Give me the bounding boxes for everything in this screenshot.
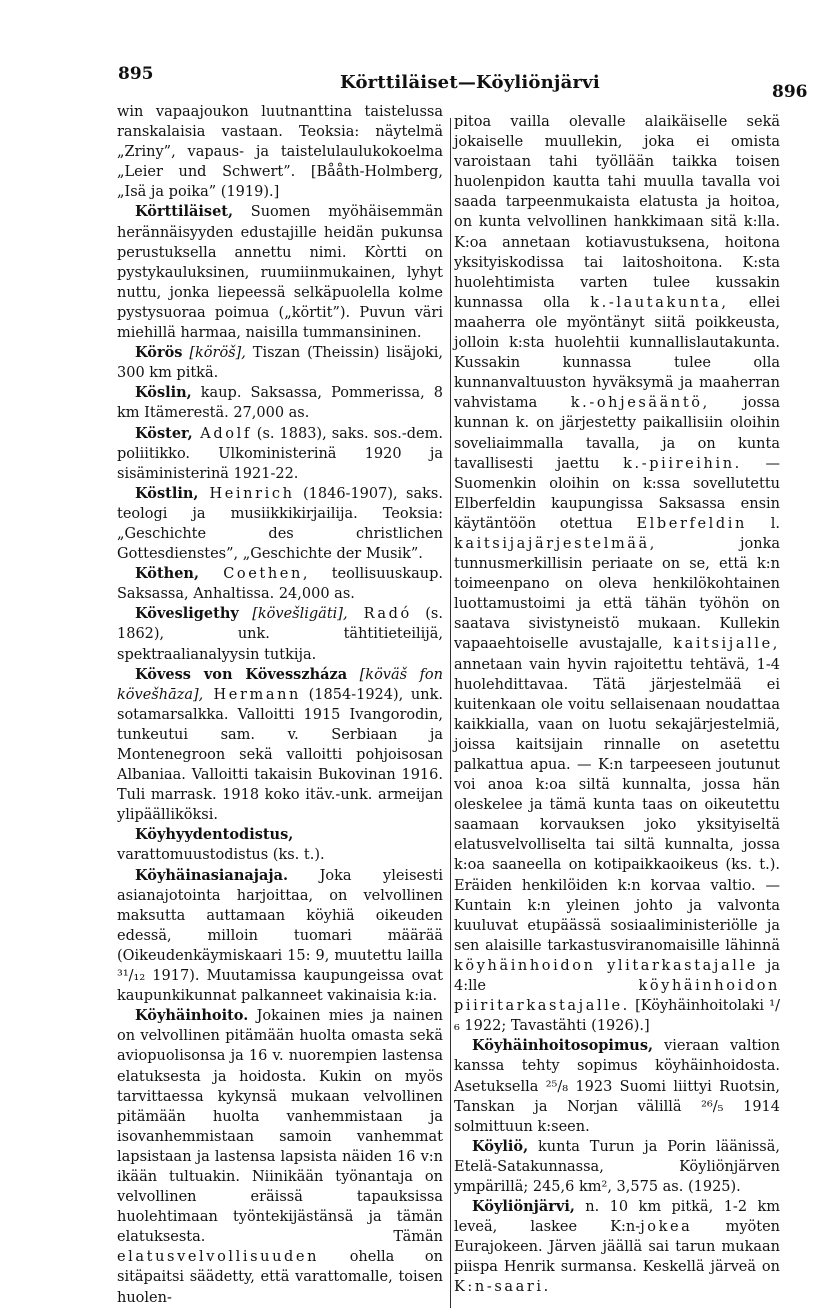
page-number-left: 895: [118, 64, 154, 84]
entry-kostlin: Köstlin, Heinrich (1846-1907), saks. teologi ja musiikkikirjailija. Teoksia: „Geschichte des christlichen Gottesdienstes”, „Geschichte der Musik”.: [117, 484, 443, 563]
page-header: [0, 60, 840, 100]
entry-koylionjarvi: Köyliönjärvi, n. 10 km pitkä, 1-2 km leveä, laskee K:n-jokea myöten Eurajokeen. Järven jäällä sai tarun mukaan piispa Henrik surmansa. Keskellä järveä on K:n-saari.: [454, 1198, 781, 1296]
right-column: [454, 112, 780, 1298]
entry-koyhainhoito: Köyhäinhoito. Jokainen mies ja nainen on velvollinen pitämään huolta omasta sekä aviopuolisonsa ja 16 v. nuorempien lastensa elatuksesta ja hoidosta. Kukin on myös tarvittaessa kykynsä mukaan velvollinen pitämään huolta vanhemmistaan ja isovanhemmistaan samoin vanhemmat lapsistaan ja lastensa lapsista näiden 16 v:n ikään tultuakin. Niinikään työnantaja on velvollinen eräissä tapauksissa huolehtimaan työntekijästänsä ja tämän elatuksesta. Tämän elatusvelvollisuuden ohella on sitäpaitsi säädetty, että varattomalle, toisen huolen-: [117, 1007, 443, 1306]
entry-koylio: Köyliö, kunta Turun ja Porin läänissä, Etelä-Satakunnassa, Köyliönjärven ympärillä; 245,6 km², 3,575 as. (1925).: [454, 1137, 780, 1195]
entry-kovess: Kövess von Kövesszháza [köväš fon kövešhāza], Hermann (1854-1924), unk. sotamarsalkka. Valloitti 1915 Ivangorodin, tunkeutui sam. v. Serbiaan ja Montenegroon sekä valloitti pohjoisosan Albaniaa. Valloitti takaisin Bukovinan 1916. Tuli marrask. 1918 koko itäv.-unk. armeijan ylipäälliköksi.: [117, 665, 444, 824]
page-number-right: 896: [772, 82, 808, 102]
entry-koyhyydentodistus: Köyhyydentodistus, varattomuustodistus (ks. t.).: [117, 826, 325, 864]
entry-kothen: Köthen, Coethen, teollisuuskaup. Saksassa, Anhaltissa. 24,000 as.: [117, 565, 443, 603]
entry-koyhainhoitosopimus: Köyhäinhoitosopimus, vieraan valtion kanssa tehty sopimus köyhäinhoidosta. Asetuksella ²⁵/₈ 1923 Suomi liittyi Ruotsin, Tanskan ja Norjan välillä ²⁶/₅ 1914 solmittuun k:seen.: [454, 1037, 780, 1135]
entry-kovesligethy: Kövesligethy [kövešligäti], Radó (s. 1862), unk. tähtitieteilijä, spektraalianalyysin tutkija.: [117, 605, 443, 663]
entry-koslin: Köslin, kaup. Saksassa, Pommerissa, 8 km Itämerestä. 27,000 as.: [117, 384, 443, 422]
left-column: [117, 102, 443, 1308]
running-title: Körttiläiset—Köyliönjärvi: [340, 72, 600, 93]
entry-koyhainasianajaja: Köyhäinasianajaja. Joka yleisesti asianajotointa harjoittaa, on velvollinen maksutta auttamaan köyhiä oikeuden edessä, milloin tuomari määrää (Oikeudenkäymiskaari 15: 9, muutettu lailla ³¹/₁₂ 1917). Muutamissa kaupungeissa ovat kaupunkikunnat palkanneet vakinaisia k:ia.: [117, 866, 443, 1005]
column-divider: [450, 118, 451, 1308]
entry-korttilaiset: Körttiläiset, Suomen myöhäisemmän herännäisyyden edustajille heidän pukunsa perustuksella annettu nimi. Kòrtti on pystykauluksinen, ruumiinmukainen, lyhyt nuttu, jonka liepeessä selkäpuolella kolme pystysuoraa poimua („körtit”). Puvun väri miehillä harmaa, naisilla tummansininen.: [117, 203, 443, 342]
continued-paragraph: win vapaajoukon luutnanttina taistelussa ranskalaisia vastaan. Teoksia: näytelmä „Zriny”, vapaus- ja taistelulaulukokoelma „Leier und Schwert”. [Bååth-Holmberg, „Isä ja poika” (1919).]: [117, 104, 443, 201]
entry-koster: Köster, Adolf (s. 1883), saks. sos.-dem. poliitikko. Ulkoministerinä 1920 ja sisäministerinä 1921-22.: [117, 424, 443, 482]
entry-koros: Körös [köröš], Tiszan (Theissin) lisäjoki, 300 km pitkä.: [117, 344, 443, 382]
koyhainhoito-continued: pitoa vailla olevalle alaikäiselle sekä jokaiselle muullekin, joka ei omista varoistaan tahi työllään taikka toisen huolenpidon kautta tahi muulla tavalla voi saada tarpeenmukaista elatusta ja hoitoa, on kunta velvollinen hankkimaan sitä k:lla. K:oa annetaan kotiavustuksena, hoitona yksityiskodissa tai laitoshoitona. K:sta huolehtimista varten tulee kussakin kunnassa olla k.-lautakunta, ellei maaherra ole myöntänyt siitä poikkeusta, jolloin k:sta huolehtii kunnallislautakunta. Kussakin kunnassa tulee olla kunnanvaltuuston hyväksymä ja maaherran vahvistama k.-ohjesääntö, jossa kunnan k. on järjestetty paikallisiin oloihin soveliaimmalla tavalla, ja on kunta tavallisesti jaettu k.-piireihin. — Suomenkin oloihin on k:ssa sovellutettu Elberfeldin kaupungissa Saksassa ensin käytäntöön otettua Elberfeldin l. kaitsijajärjestelmää, jonka tunnusmerkillisin periaate on se, että k:n toimeenpano on oleva henkilökohtainen luottamustoimi ja että tähän työhön on saatava sivistyneistö mukaan. Kullekin vapaaehtoiselle avustajalle, kaitsijalle, annetaan vain hyvin rajoitettu tehtävä, 1-4 huolehdittavaa. Tätä järjestelmää ei kuitenkaan ole voitu sellaisenaan noudattaa kaikkialla, vaan on luotu sekajärjestelmiä, joissa kaitsijain rinnalle on asetettu palkattua apua. — K:n tarpeeseen joutunut voi anoa k:oa siltä kunnalta, jossa hän oleskelee ja tämä kunta taas on oikeutettu saamaan korvauksen joko yksityiseltä elatusvelvolliselta tai siltä kunnalta, jossa k:oa saaneella on kotipaikkaoikeus (ks. t.). Eräiden henkilöiden k:n korvaa valtio. — Kuntain k:n yleinen johto ja valvonta kuuluvat etupäässä sosiaaliministeriölle ja sen alaisille tarkastusviranomaisille lähinnä köyhäinhoidon ylitarkastajalle ja 4:lle köyhäinhoidon piiritarkastajalle. [Köyhäinhoitolaki ¹/₆ 1922; Tavastähti (1926).]: [454, 114, 781, 1035]
